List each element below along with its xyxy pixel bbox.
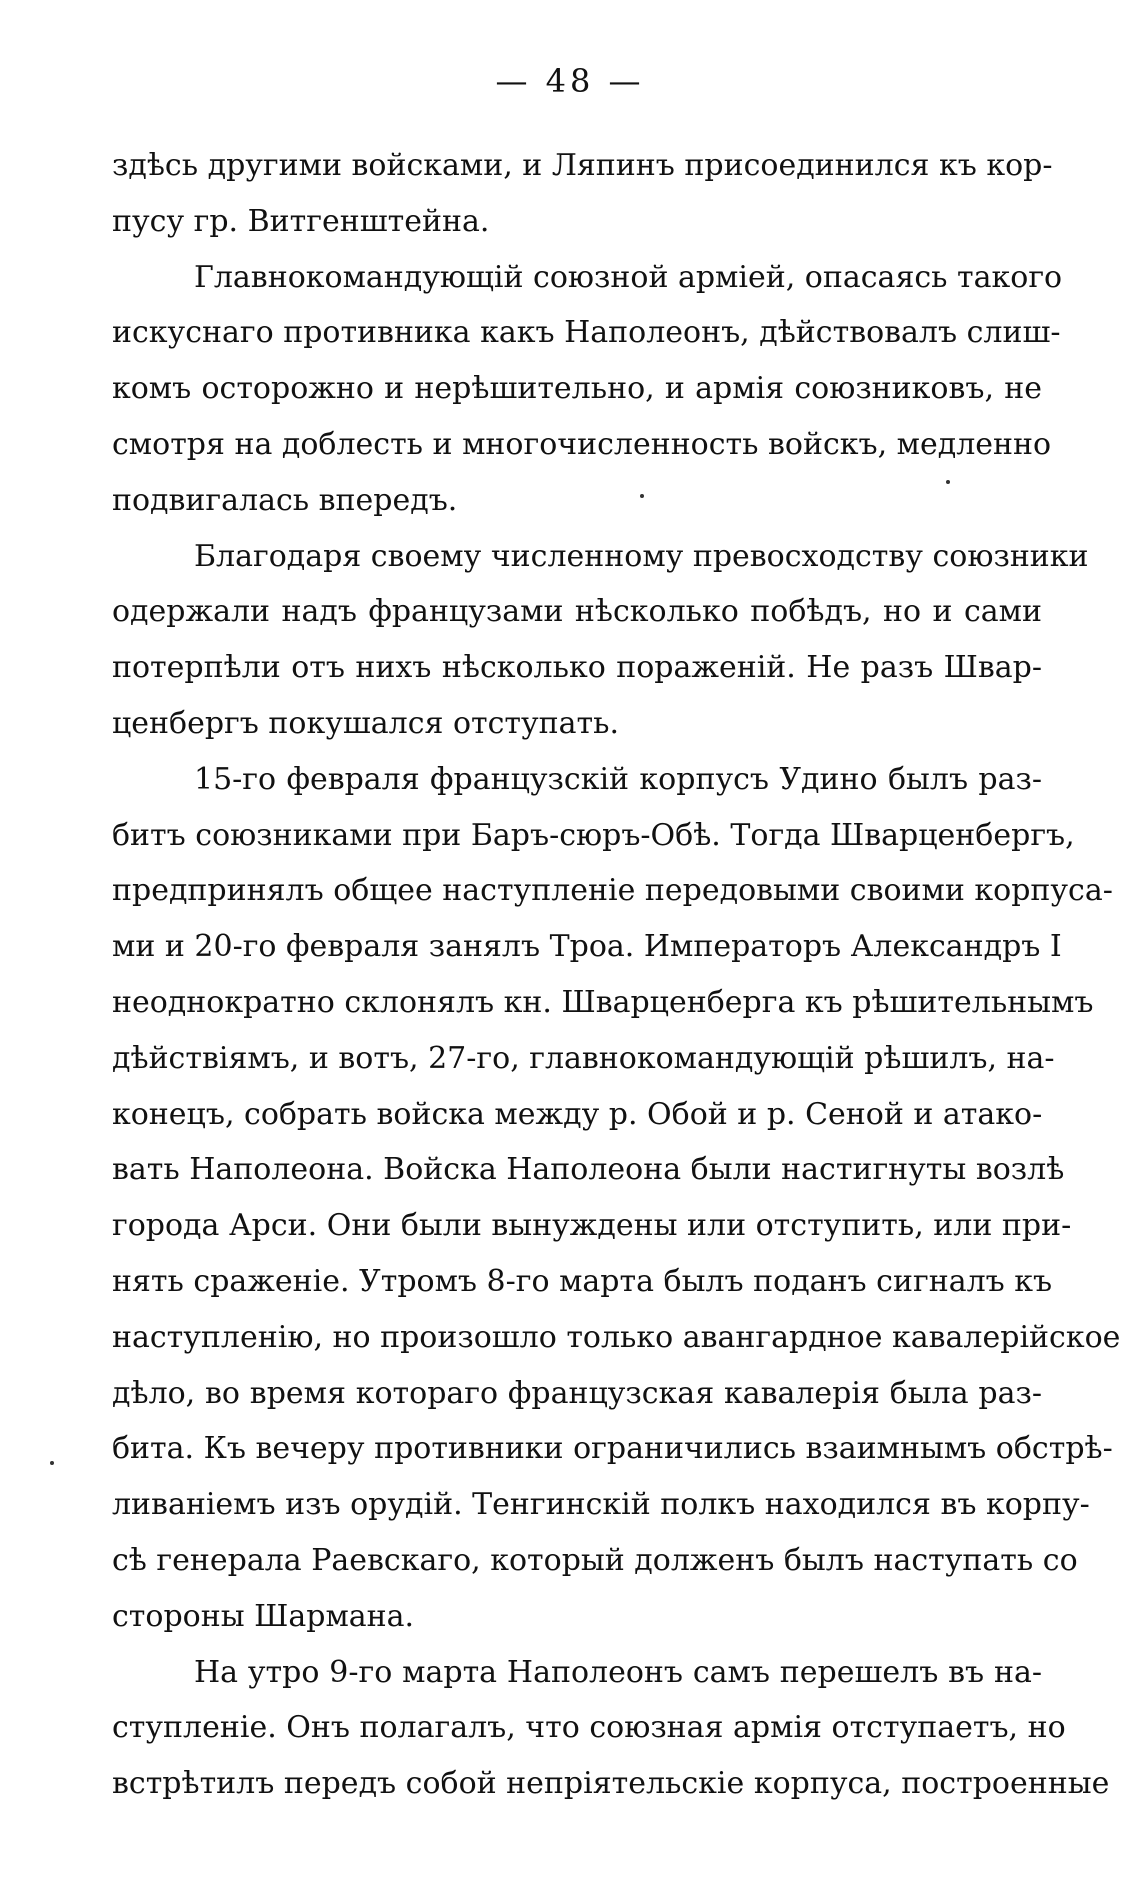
text-line: вать Наполеона. Войска Наполеона были настигнуты возлѣ (112, 1152, 1065, 1188)
text-line: смотря на доблесть и многочисленность войскъ, медленно (112, 426, 1052, 462)
paragraph (112, 752, 1121, 1645)
text-line: предпринялъ общее наступленіе передовыми своими корпуса- (112, 873, 1113, 909)
paragraph (112, 529, 1089, 752)
text-line: ливаніемъ изъ орудій. Тенгинскій полкъ находился въ корпу- (112, 1487, 1090, 1523)
text-line: нять сраженіе. Утромъ 8-го марта былъ поданъ сигналъ къ (112, 1263, 1053, 1299)
text-line: сѣ генерала Раевскаго, который долженъ былъ наступать со (112, 1542, 1078, 1578)
text-line: бита. Къ вечеру противники ограничились взаимнымъ обстрѣ- (112, 1431, 1113, 1467)
text-line: комъ осторожно и нерѣшительно, и армія союзниковъ, не (112, 371, 1042, 407)
text-line: Главнокомандующій союзной арміей, опасаясь такого (194, 259, 1063, 295)
ink-speck (50, 1461, 54, 1465)
text-line: стороны Шармана. (112, 1598, 415, 1634)
text-line: ступленіе. Онъ полагалъ, что союзная армія отступаетъ, но (112, 1710, 1066, 1746)
text-line: ценбергъ покушался отступать. (112, 705, 620, 741)
text-line: дѣло, во время котораго французская кавалерія была раз- (112, 1375, 1042, 1411)
text-line: На утро 9-го марта Наполеонъ самъ перешелъ въ на- (194, 1654, 1042, 1690)
page-number: — 48 — (495, 62, 645, 100)
paragraph (112, 250, 1063, 529)
paragraph (112, 1645, 1110, 1812)
text-line: дѣйствіямъ, и вотъ, 27-го, главнокомандующій рѣшилъ, на- (112, 1040, 1055, 1076)
text-line: 15-го февраля французскій корпусъ Удино былъ раз- (194, 761, 1042, 797)
text-line: неоднократно склонялъ кн. Шварценберга къ рѣшительнымъ (112, 984, 1094, 1020)
text-line: потерпѣли отъ нихъ нѣсколько пораженій. Не разъ Швар- (112, 650, 1042, 686)
text-line: искуснаго противника какъ Наполеонъ, дѣйствовалъ слиш- (112, 315, 1061, 351)
text-line: ми и 20-го февраля занялъ Троа. Императоръ Александръ I (112, 929, 1062, 965)
text-line: Благодаря своему численному превосходству союзники (194, 538, 1089, 574)
ink-speck (946, 480, 950, 484)
text-line: пусу гр. Витгенштейна. (112, 203, 490, 239)
text-line: битъ союзниками при Баръ-сюръ-Обѣ. Тогда Шварценбергъ, (112, 817, 1075, 853)
text-line: конецъ, собрать войска между р. Обой и р. Сеной и атако- (112, 1096, 1043, 1132)
ink-speck (640, 494, 644, 498)
text-line: встрѣтилъ передъ собой непріятельскіе корпуса, построенные (112, 1766, 1110, 1802)
text-line: здѣсь другими войсками, и Ляпинъ присоединился къ кор- (112, 148, 1053, 183)
body-text (112, 138, 1121, 1812)
text-line: одержали надъ французами нѣсколько побѣдъ, но и сами (112, 594, 1042, 630)
text-line: подвигалась впередъ. (112, 482, 458, 518)
text-line: города Арси. Они были вынуждены или отступить, или при- (112, 1208, 1072, 1244)
paragraph (112, 138, 1053, 250)
text-line: наступленію, но произошло только авангардное кавалерійское (112, 1319, 1121, 1355)
